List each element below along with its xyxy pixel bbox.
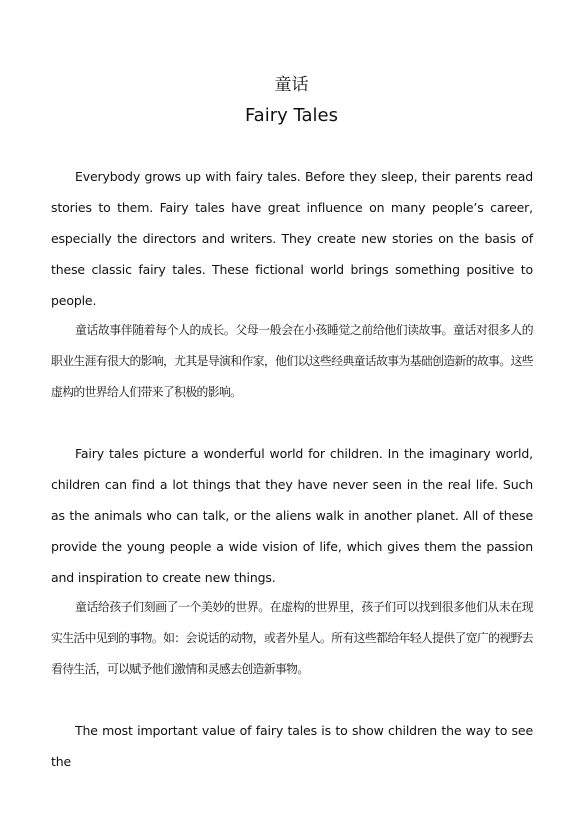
title-english: Fairy Tales [244,105,338,126]
paragraph-english-1: Everybody grows up with fairy tales. Before they sleep, their parents read stories to them. Fairy tales have great influence on many people’s career, especially the directors and writers. They create new stories on the basis of these classic fairy tales. These fictional world brings something positive to people. [51,169,533,308]
paragraph-chinese-2: 童话给孩子们刻画了一个美妙的世界。在虚构的世界里，孩子们可以找到很多他们从未在现实生活中见到的事物。如：会说话的动物，或者外星人。所有这些都给年轻人提供了宽广的视野去看待生活，可以赋予他们激情和灵感去创造新事物。 [51,600,533,676]
paragraph-english-2: Fairy tales picture a wonderful world for children. In the imaginary world, children can find a lot things that they have never seen in the real life. Such as the animals who can talk, or the aliens walk in another planet. All of these provide the young people a wide vision of life, which gives them the passion and inspiration to create new things. [51,446,533,585]
title-chinese: 童话 [274,75,309,95]
paragraph-english-3: The most important value of fairy tales is to show children the way to see the [51,723,533,769]
paragraph-chinese-1: 童话故事伴随着每个人的成长。父母一般会在小孩睡觉之前给他们读故事。童话对很多人的职业生涯有很大的影响，尤其是导演和作家，他们以这些经典童话故事为基础创造新的故事。这些虚构的世界给人们带来了积极的影响。 [51,323,533,399]
